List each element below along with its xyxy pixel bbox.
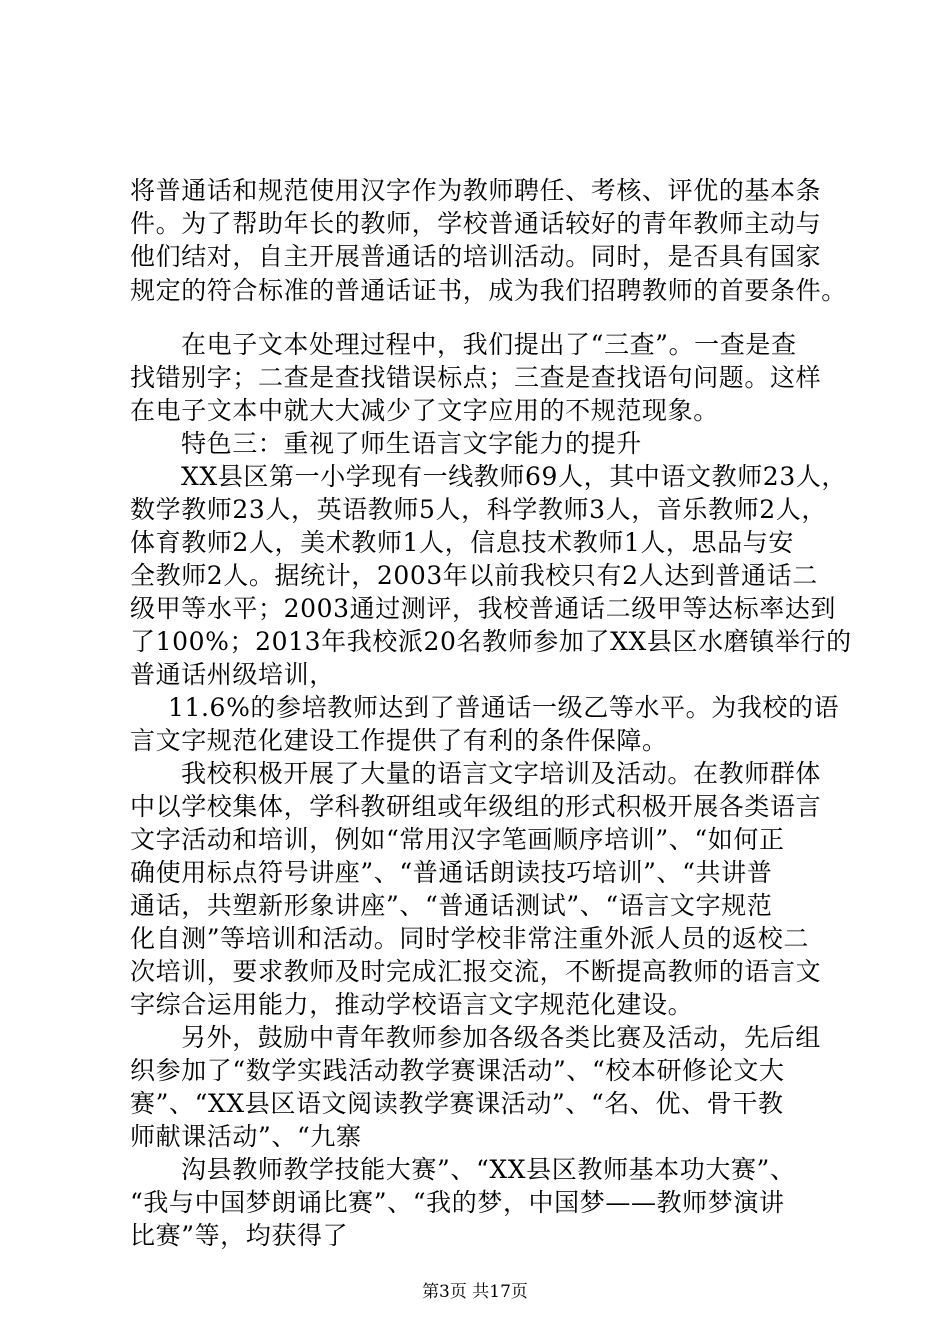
- text-line: 次培训，要求教师及时完成汇报交流，不断提高教师的语言文: [130, 957, 822, 986]
- text-line: 比赛”等，均获得了: [130, 1221, 349, 1250]
- text-line: 了100%；2013年我校派20名教师参加了XX县区水磨镇举行的: [130, 627, 852, 656]
- section-heading: 特色三：重视了师生语言文字能力的提升: [181, 429, 642, 458]
- text-line: 体育教师2人，美术教师1人，信息技术教师1人，思品与安: [130, 528, 794, 557]
- text-line: 规定的符合标准的普通话证书，成为我们招聘教师的首要条件。: [130, 276, 847, 305]
- text-line: 普通话州级培训，: [130, 660, 335, 689]
- text-line: 化自测”等培训和活动。同时学校非常注重外派人员的返校二: [130, 924, 809, 953]
- text-line: 将普通话和规范使用汉字作为教师聘任、考核、评优的基本条: [130, 176, 822, 205]
- text-line: 级甲等水平；2003通过测评，我校普通话二级甲等达标率达到: [130, 594, 837, 623]
- text-line: 通话，共塑新形象讲座”、“普通话测试”、“语言文字规范: [130, 891, 773, 920]
- text-line: 数学教师23人，英语教师5人，科学教师3人，音乐教师2人，: [130, 495, 827, 524]
- text-line: 在电子文本中就大大减少了文字应用的不规范现象。: [130, 396, 719, 425]
- text-line: 他们结对，自主开展普通话的培训活动。同时，是否具有国家: [130, 242, 822, 271]
- text-line: 沟县教师教学技能大赛”、“XX县区教师基本功大赛”、: [181, 1155, 796, 1184]
- text-line: 字综合运用能力，推动学校语言文字规范化建设。: [130, 990, 694, 1019]
- text-line: 11.6%的参培教师达到了普通话一级乙等水平。为我校的语: [168, 693, 840, 722]
- text-line: 全教师2人。据统计，2003年以前我校只有2人达到普通话二: [130, 561, 818, 590]
- text-line: 另外，鼓励中青年教师参加各级各类比赛及活动，先后组: [181, 1023, 822, 1052]
- text-line: 确使用标点符号讲座”、“普通话朗读技巧培训”、“共讲普: [130, 858, 773, 887]
- page-number-footer: 第3页 共17页: [422, 1282, 528, 1302]
- text-line: 在电子文本处理过程中，我们提出了“三查”。一查是查: [181, 330, 797, 359]
- text-line: 中以学校集体，学科教研组或年级组的形式积极开展各类语言: [130, 792, 822, 821]
- text-line: 师献课活动”、“九寨: [130, 1122, 362, 1151]
- text-line: 找错别字；二查是查找错误标点；三查是查找语句问题。这样: [130, 363, 822, 392]
- text-line: XX县区第一小学现有一线教师69人，其中语文教师23人，: [181, 462, 848, 491]
- text-line: 言文字规范化建设工作提供了有利的条件保障。: [130, 726, 668, 755]
- text-line: 织参加了“数学实践活动教学赛课活动”、“校本研修论文大: [130, 1056, 785, 1085]
- text-line: 件。为了帮助年长的教师，学校普通话较好的青年教师主动与: [130, 209, 822, 238]
- text-line: 文字活动和培训，例如“常用汉字笔画顺序培训”、“如何正: [130, 825, 785, 854]
- text-line: 赛”、“XX县区语文阅读教学赛课活动”、“名、优、骨干教: [130, 1089, 784, 1118]
- text-line: “我与中国梦朗诵比赛”、“我的梦，中国梦——教师梦演讲: [130, 1188, 785, 1217]
- text-line: 我校积极开展了大量的语言文字培训及活动。在教师群体: [181, 759, 822, 788]
